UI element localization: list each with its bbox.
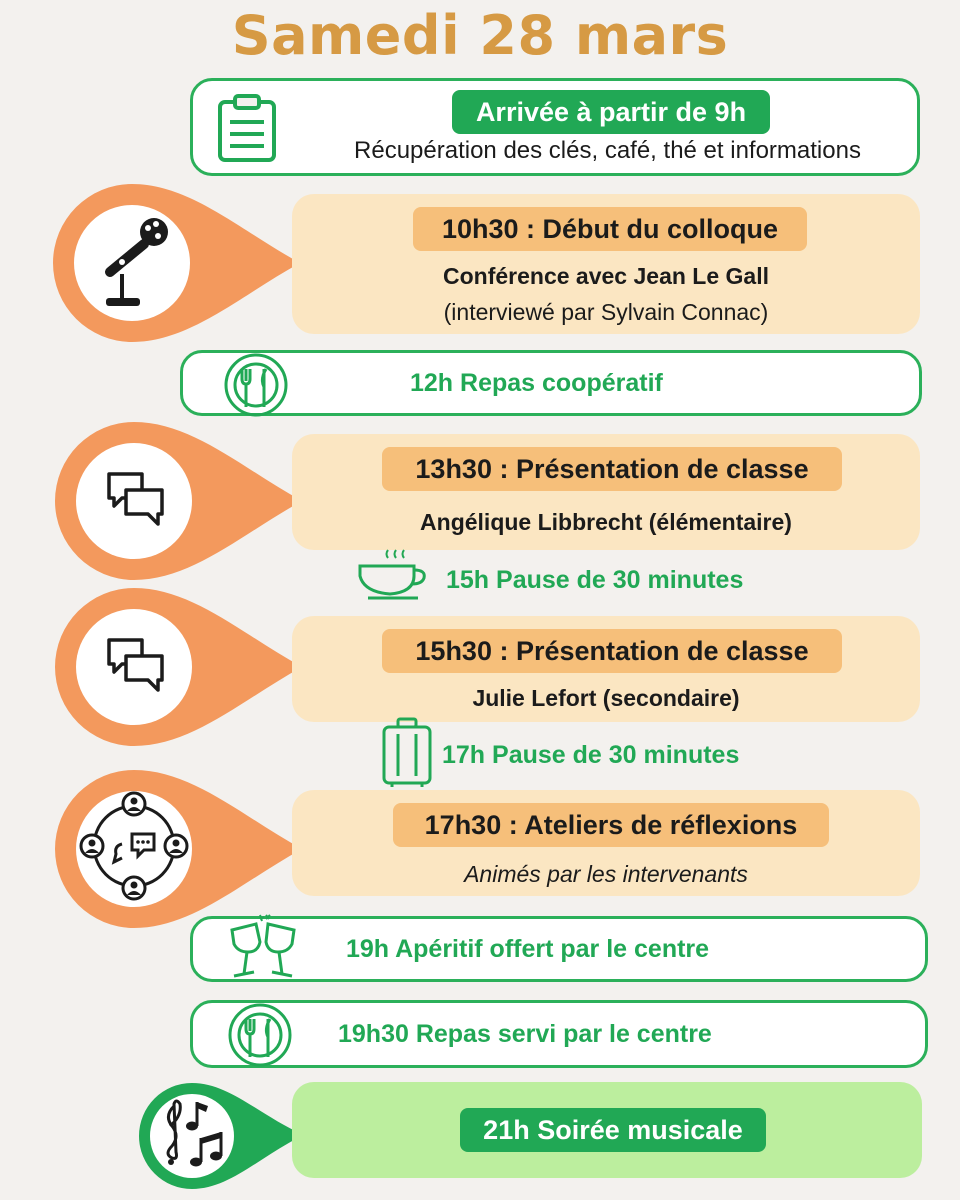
arrival-heading: Arrivée à partir de 9h <box>452 90 770 134</box>
presentation1-presenter: Angélique Libbrecht (élémentaire) <box>420 509 792 535</box>
group-discussion-icon <box>78 790 190 902</box>
repas2-label: 19h30 Repas servi par le centre <box>338 1020 712 1048</box>
music-notes-icon <box>160 1096 226 1172</box>
chat-pin-2 <box>52 584 312 750</box>
plate-cutlery-icon <box>218 351 294 419</box>
wine-glasses-icon <box>226 912 302 980</box>
coffee-cup-icon <box>354 546 432 604</box>
repas1-label: 12h Repas coopératif <box>410 369 663 397</box>
debut-interviewer: (interviewé par Sylvain Connac) <box>443 299 769 325</box>
microphone-pin <box>50 180 310 346</box>
pause2-label: 17h Pause de 30 minutes <box>442 741 740 769</box>
microphone-icon <box>100 212 176 312</box>
presentation1-heading: 13h30 : Présentation de classe <box>382 447 842 491</box>
arrival-details: Récupération des clés, café, thé et informations <box>354 137 861 164</box>
suitcase-icon <box>380 716 434 788</box>
presentation2-presenter: Julie Lefort (secondaire) <box>472 685 740 711</box>
page-title: Samedi 28 mars <box>231 4 729 67</box>
debut-speaker: Conférence avec Jean Le Gall <box>443 263 769 289</box>
presentation2-heading: 15h30 : Présentation de classe <box>382 629 842 673</box>
chat-bubbles-icon <box>106 470 166 530</box>
debut-heading: 10h30 : Début du colloque <box>413 207 807 251</box>
pause1-label: 15h Pause de 30 minutes <box>446 566 744 594</box>
chat-pin-1 <box>52 418 312 584</box>
chat-bubbles-icon <box>106 636 166 696</box>
plate-cutlery-icon <box>222 1001 298 1069</box>
aperitif-label: 19h Apéritif offert par le centre <box>346 935 710 963</box>
ateliers-subtitle: Animés par les intervenants <box>464 861 748 887</box>
soiree-heading: 21h Soirée musicale <box>460 1108 766 1152</box>
clipboard-icon <box>216 92 278 164</box>
ateliers-heading: 17h30 : Ateliers de réflexions <box>393 803 829 847</box>
